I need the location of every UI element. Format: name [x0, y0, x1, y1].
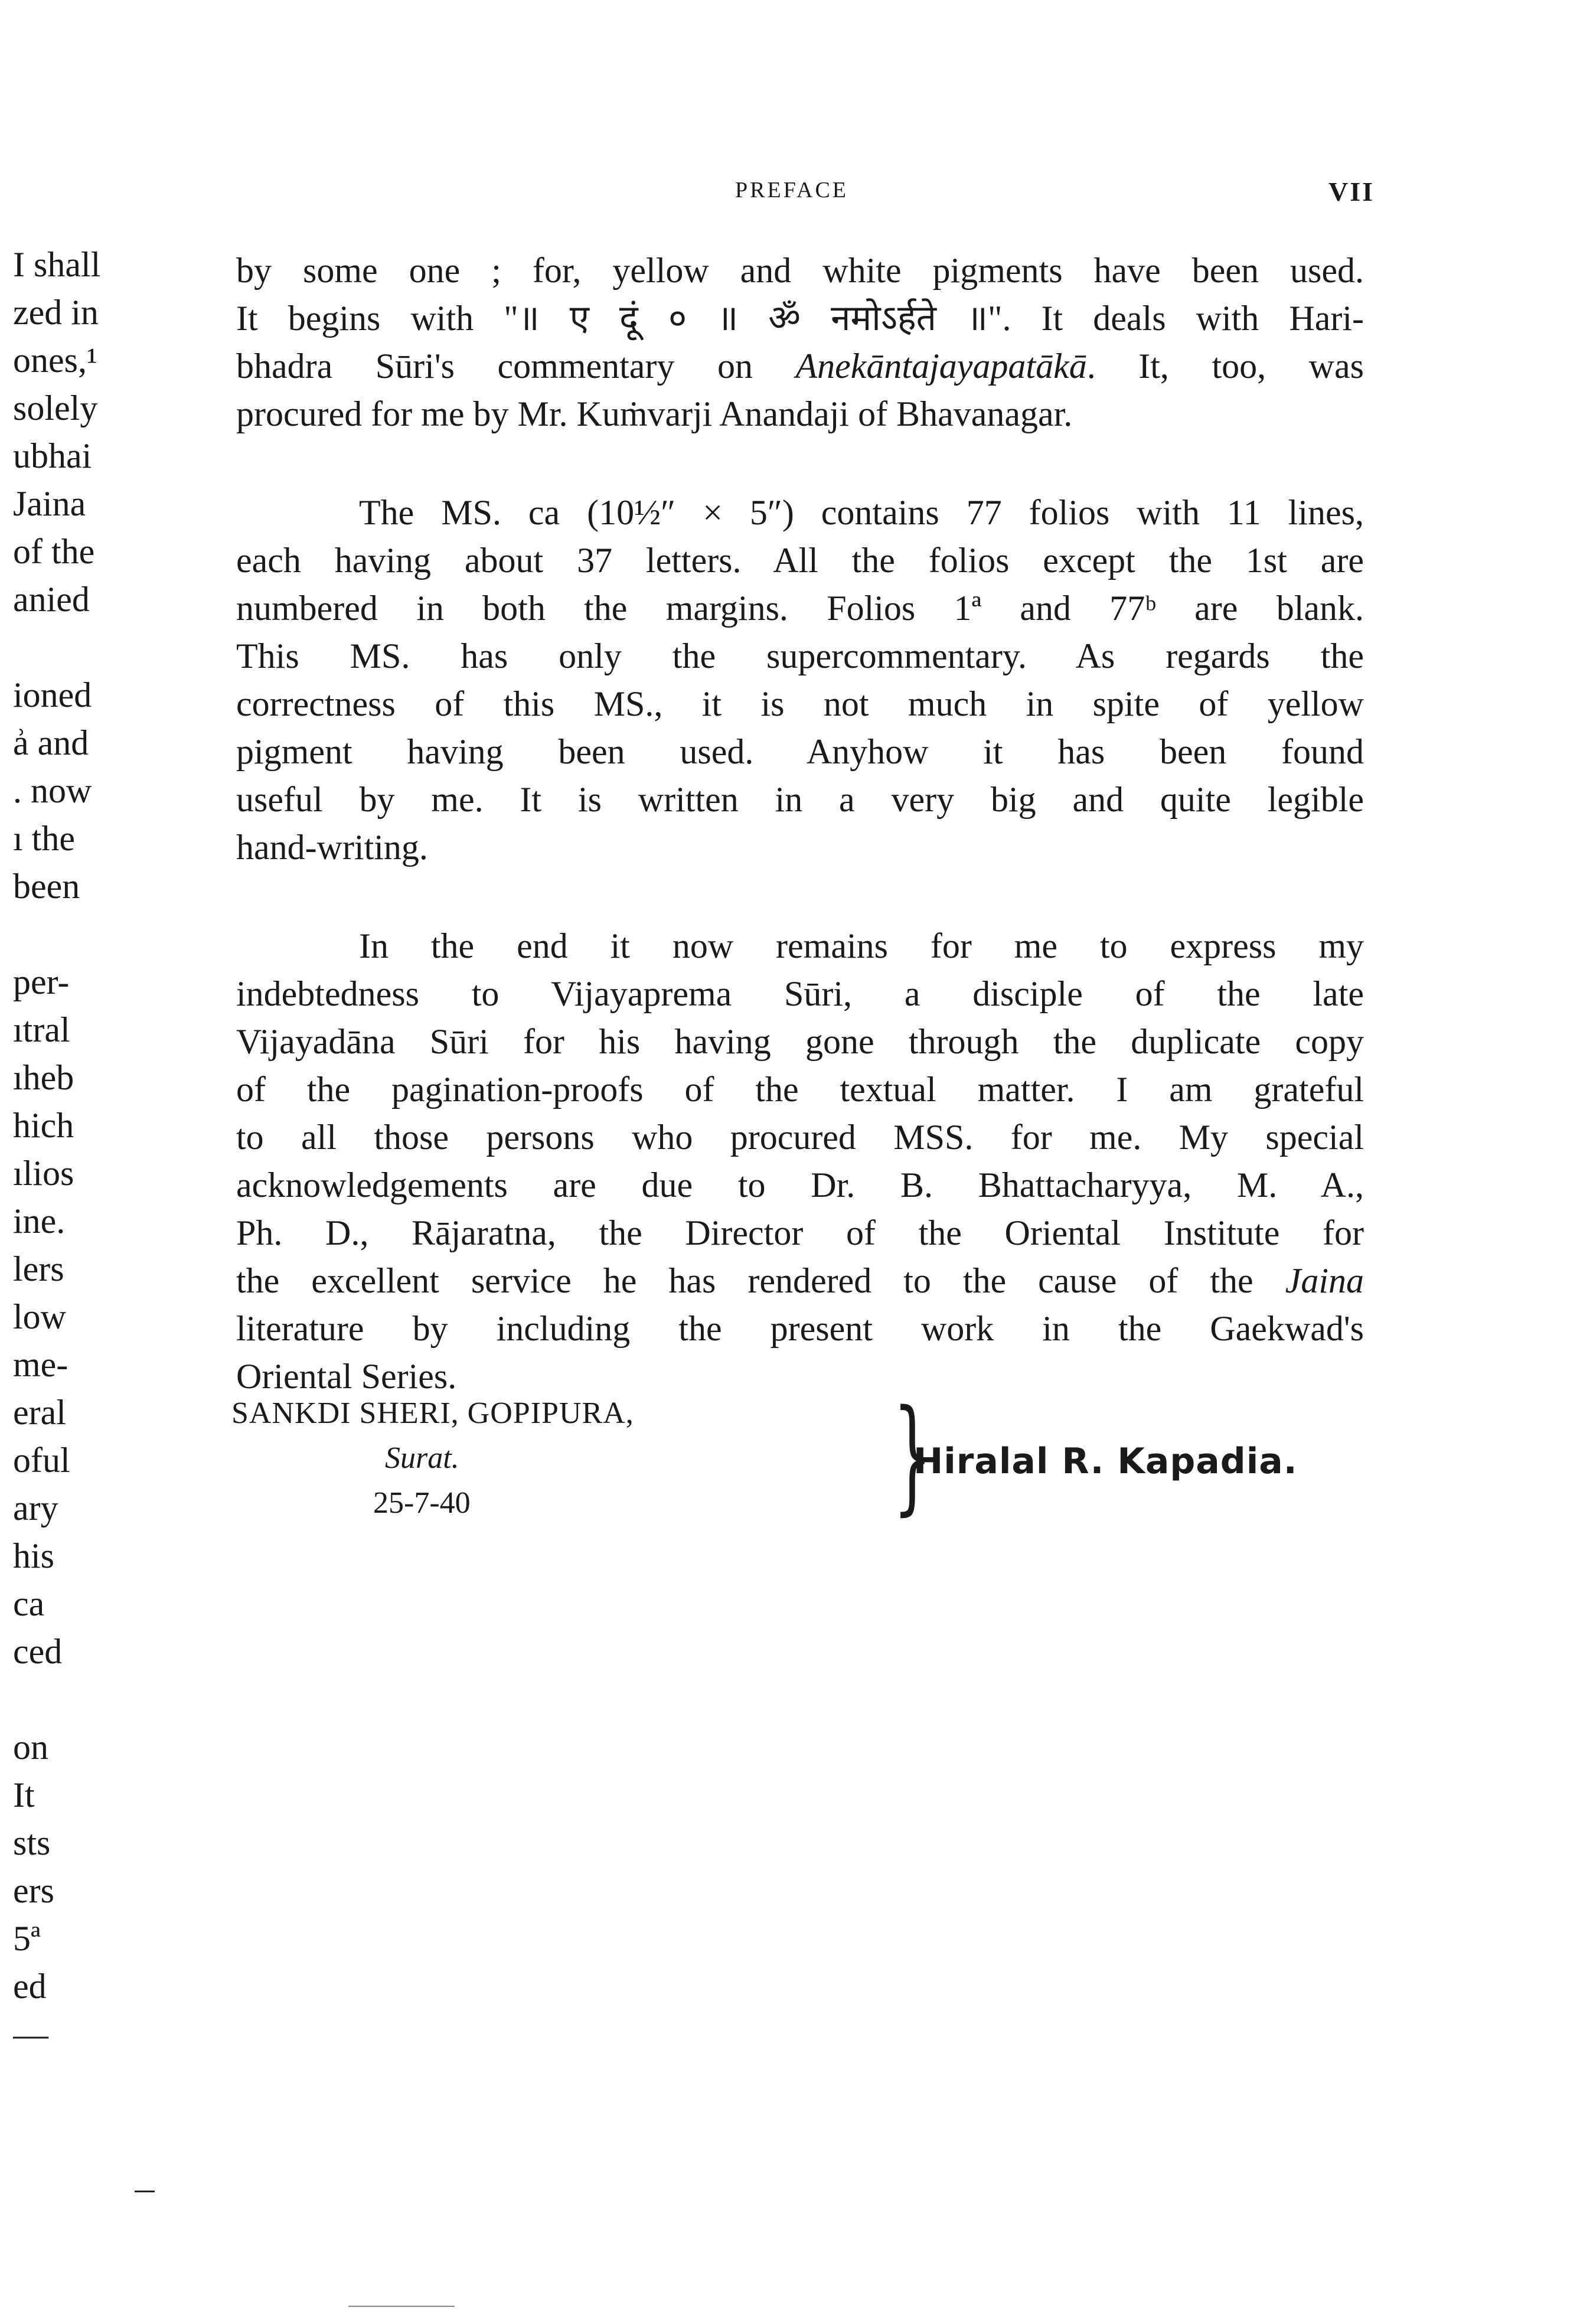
facing-page-bleed	[13, 241, 149, 2058]
text-line: Vijayadāna Sūri for his having gone through the duplicate copy	[236, 1022, 1364, 1061]
text-line: to all those persons who procured MSS. for me. My special	[236, 1118, 1364, 1157]
bleed-line: ary	[13, 1489, 58, 1527]
curly-brace: }	[893, 1383, 932, 1527]
text-line: In the end it now remains for me to express my	[359, 926, 1364, 965]
bleed-line: ced	[13, 1632, 63, 1671]
preface-body	[236, 247, 1364, 1401]
bleed-line: ine.	[13, 1202, 66, 1241]
signature-date: 25-7-40	[373, 1486, 471, 1520]
paragraph	[236, 489, 1364, 872]
signer-name: Hiralal R. Kapadia.	[913, 1441, 1298, 1482]
bleed-line: 5ª	[13, 1919, 41, 1958]
bleed-line	[13, 624, 149, 671]
bleed-line: . now	[13, 771, 92, 810]
scan-mark	[348, 2306, 455, 2307]
bleed-line: eral	[13, 1393, 66, 1432]
text-line: bhadra Sūri's commentary on Anekāntajayapatākā. It, too, was	[236, 347, 1364, 386]
text-line: This MS. has only the supercommentary. As regards the	[236, 637, 1364, 675]
bleed-line: zed in	[13, 293, 99, 332]
text-line: by some one ; for, yellow and white pigments have been used.	[236, 251, 1364, 290]
bleed-line: ed	[13, 1967, 47, 2006]
bleed-line: ı the	[13, 819, 75, 858]
text-line: indebtedness to Vijayaprema Sūri, a disciple of the late	[236, 974, 1364, 1013]
bleed-line: of the	[13, 532, 95, 571]
text-line: useful by me. It is written in a very big and quite legible	[236, 780, 1364, 819]
page-number: VII	[1328, 177, 1375, 207]
bleed-line: oful	[13, 1441, 70, 1480]
text-line: each having about 37 letters. All the folios except the 1st are	[236, 541, 1364, 580]
text-line: literature by including the present work in the Gaekwad's	[236, 1309, 1364, 1348]
text-line: procured for me by Mr. Kuṁvarji Anandaji of Bhavanagar.	[236, 394, 1073, 433]
scan-mark	[135, 2191, 155, 2192]
text-line: the excellent service he has rendered to the cause of the Jaina	[236, 1261, 1364, 1300]
bleed-line	[13, 910, 149, 958]
bleed-line: sts	[13, 1823, 51, 1862]
paragraph	[236, 922, 1364, 1401]
running-head-title: PREFACE	[735, 178, 849, 203]
bleed-line: low	[13, 1297, 66, 1336]
bleed-line	[13, 1676, 149, 1724]
text-line: pigment having been used. Anyhow it has been found	[236, 732, 1364, 771]
italic-title: Jaina	[1285, 1261, 1364, 1300]
text-line: The MS. ca (10½″ × 5″) contains 77 folios with 11 lines,	[359, 493, 1364, 532]
italic-title: Anekāntajayapatākā	[795, 347, 1087, 386]
text-line: numbered in both the margins. Folios 1ª and 77ᵇ are blank.	[236, 589, 1364, 628]
bleed-line: me-	[13, 1345, 68, 1384]
address-line: SANKDI SHERI, GOPIPURA,	[231, 1396, 634, 1430]
paragraph	[236, 247, 1364, 438]
address-city: Surat.	[385, 1441, 459, 1475]
bleed-line: anied	[13, 580, 90, 619]
signature-block	[231, 1383, 1353, 1545]
signer-address	[231, 1391, 680, 1526]
bleed-line: ıheb	[13, 1058, 74, 1097]
bleed-line: Jaina	[13, 484, 86, 523]
text-line: acknowledgements are due to Dr. B. Bhattacharyya, M. A.,	[236, 1166, 1364, 1205]
bleed-line: ers	[13, 1871, 54, 1910]
bleed-line: It	[13, 1775, 35, 1814]
text-line: Ph. D., Rājaratna, the Director of the Oriental Institute for	[236, 1213, 1364, 1252]
text-line: hand-writing.	[236, 828, 428, 867]
text-line: It begins with "॥ ए दूं ० ॥ ॐ नमोऽर्हते ॥". It deals with Hari-	[236, 299, 1364, 338]
bleed-line: solely	[13, 389, 98, 427]
bleed-line: ılios	[13, 1154, 74, 1193]
text-line: of the pagination-proofs of the textual matter. I am grateful	[236, 1070, 1364, 1109]
bleed-line: ioned	[13, 675, 92, 714]
bleed-line: lers	[13, 1249, 64, 1288]
bleed-line: ca	[13, 1584, 45, 1623]
bleed-line: his	[13, 1536, 55, 1575]
bleed-line: been	[13, 867, 80, 906]
bleed-line: ẚ and	[13, 723, 89, 762]
text-line: correctness of this MS., it is not much in spite of yellow	[236, 684, 1364, 723]
text-line: Oriental Series.	[236, 1357, 457, 1396]
bleed-line: ıtral	[13, 1010, 70, 1049]
bleed-line: per-	[13, 962, 70, 1001]
bleed-line: ones,¹	[13, 341, 97, 380]
bleed-line: on	[13, 1728, 48, 1767]
bleed-line: I shall	[13, 245, 101, 284]
bleed-line: hich	[13, 1106, 74, 1145]
running-head	[0, 177, 1580, 213]
bleed-line: ubhai	[13, 436, 92, 475]
bleed-line: —	[13, 2015, 48, 2054]
